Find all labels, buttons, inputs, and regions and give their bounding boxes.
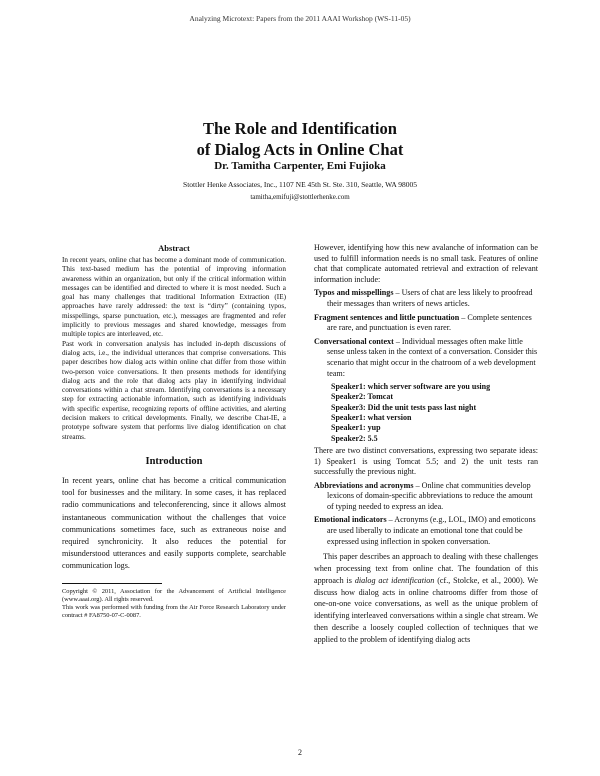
- chat-line: Speaker3: Did the unit tests pass last night: [331, 402, 477, 412]
- chat-line: Speaker1: yup: [331, 423, 381, 433]
- term-abbreviations: Abbreviations and acronyms: [314, 480, 414, 490]
- list-item-typos: [314, 288, 538, 309]
- desc-typos: – Users of chat are less likely to proofread their messages than writers of news articles.: [327, 288, 533, 308]
- paper-title: [0, 118, 600, 160]
- right-paragraph-1: However, identifying how this new avalanche of information can be used to fulfill information needs is no small task. Features of online chat that complicate automated retrieval and extraction of relevant information include:: [314, 243, 538, 284]
- right-paragraph-2: There are two distinct conversations, expressing two separate ideas: 1) Speaker1 is using Tomcat 5.5; and 2) the unit tests ran successfully the previous night.: [314, 445, 538, 477]
- footnote-rule: [62, 583, 162, 584]
- term-context: Conversational context: [314, 336, 394, 346]
- right-paragraph-3: [314, 551, 538, 645]
- chat-example: [331, 382, 538, 444]
- term-fragments: Fragment sentences and little punctuation: [314, 312, 460, 322]
- desc-emotional: – Acronyms (e.g., LOL, IMO) and emoticons are used liberally to indicate an emotional tone that could be expressed using inflection in spoken conversation.: [327, 515, 536, 546]
- term-typos: Typos and misspellings: [314, 288, 394, 298]
- chat-line: Speaker2: Tomcat: [331, 392, 393, 402]
- p3-after: (cf., Stolcke, et al., 2000). We discuss how dialog acts in online chatrooms differ from those of one-on-one voice conversations, as well as the unique problem of identifying interleaved conversations within a single chat stream. We then describe a loosely coupled collection of techniques that we applied to the problem of identifying dialog acts: [314, 575, 539, 644]
- title-line-1: The Role and Identification: [203, 119, 397, 138]
- desc-fragments: – Complete sentences are rare, and punctuation is even rarer.: [327, 312, 532, 333]
- page-number: 2: [298, 748, 302, 757]
- right-column: [314, 243, 538, 646]
- p3-before: This paper describes an approach to dealing with these challenges when processing text from online chat. The foundation of this approach is: [314, 552, 538, 585]
- list-item-abbreviations: [314, 481, 538, 513]
- term-emotional: Emotional indicators: [314, 515, 387, 525]
- introduction-heading: Introduction: [145, 455, 203, 467]
- p3-italic: dialog act identification: [354, 575, 435, 585]
- list-item-emotional: [314, 515, 538, 547]
- chat-line: Speaker2: 5.5: [331, 433, 378, 443]
- email: tamitha,emifuji@stottlerhenke.com: [250, 193, 350, 201]
- affiliation: Stottler Henke Associates, Inc., 1107 NE 45th St. Ste. 310, Seattle, WA 98005: [183, 180, 417, 189]
- chat-line: Speaker1: what version: [331, 413, 412, 423]
- abstract-paragraph-1: In recent years, online chat has become a dominant mode of communication. This text-based medium has the potential of improving information awareness within an organization, but only if the critical information within messages can be identified and directed to where it is most needed. Such a goal has many challenges that traditional Information Extraction (IE) approaches have rarely addressed: the text is “dirty” (containing typos, misspellings, sparse punctuation, etc.), messages are fragmented and refer implicitly to previous messages and shared knowledge, messages from multiple topics are interleaved, etc.: [62, 256, 286, 339]
- funding-note: This work was performed with funding from the Air Force Research Laboratory under contract # FA8750-07-C-0087.: [62, 604, 286, 620]
- desc-abbreviations: – Online chat communities develop lexicons of domain-specific abbreviations to reduce the amount of typing needed to express an idea.: [327, 480, 533, 511]
- title-line-2: of Dialog Acts in Online Chat: [196, 140, 404, 159]
- abstract-paragraph-2: Past work in conversation analysis has included in-depth discussions of dialog acts, i.e., the individual utterances that comprise conversations. This paper describes how dialog acts within online chat differ from those within two-person voice conversations. It then presents methods for identifying dialog acts and the role that dialog acts play in identifying individual conversations within a chat stream. Identifying conversations is a necessary step for extracting actionable information, such as identifying individuals with specific expertise, recognizing reports of offline activities, and alerting decision makers to critical developments. Finally, we describe Chat-IE, a prototype software system that performs live dialog identification on chat streams.: [62, 339, 286, 441]
- list-item-fragments: [314, 313, 538, 334]
- authors: Dr. Tamitha Carpenter, Emi Fujioka: [214, 160, 386, 172]
- copyright-note: Copyright © 2011, Association for the Advancement of Artificial Intelligence (www.aaai.org). All rights reserved.: [62, 587, 286, 603]
- list-item-context: [314, 337, 538, 379]
- abstract-heading: Abstract: [158, 243, 190, 253]
- chat-line: Speaker1: which server software are you using: [331, 382, 491, 392]
- left-column: [62, 243, 286, 621]
- introduction-paragraph: In recent years, online chat has become a critical communication tool for businesses and the military. In some cases, it has replaced radio communications and teleconferencing, since it allows almost instantaneous communication without the challenges that voice communications sometimes face, such as extraneous noise and required synchronicity. It also reduces the potential for misunderstood utterances and easily supports complete, searchable communication logs.: [62, 475, 286, 571]
- desc-context: – Individual messages often make little sense unless taken in the context of a conversation. Consider this scenario that might occur in the chatroom of a web development team:: [327, 336, 538, 378]
- running-head: Analyzing Microtext: Papers from the 2011 AAAI Workshop (WS-11-05): [189, 14, 411, 23]
